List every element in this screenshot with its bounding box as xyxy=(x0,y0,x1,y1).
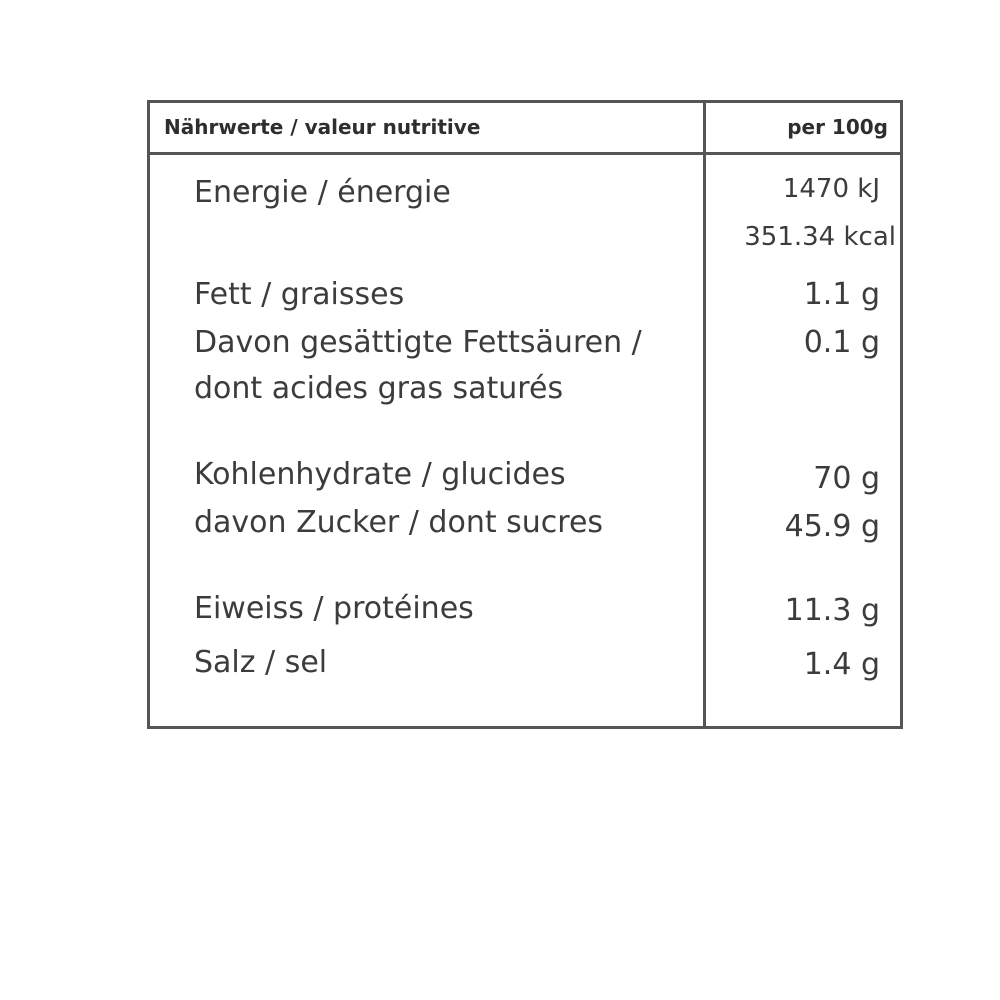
fat-label: Fett / graisses xyxy=(194,277,405,312)
saturated-fat-value: 0.1 g xyxy=(803,325,880,360)
per-100g-header: per 100g xyxy=(787,115,888,139)
carbohydrates-value: 70 g xyxy=(813,461,880,496)
saturated-fat-label-line2: dont acides gras saturés xyxy=(194,371,564,406)
nutrition-table xyxy=(147,100,903,729)
saturated-fat-label-line1: Davon gesättigte Fettsäuren / xyxy=(194,325,642,360)
energy-label: Energie / énergie xyxy=(194,175,451,210)
carbohydrates-label: Kohlenhydrate / glucides xyxy=(194,457,566,492)
salt-label: Salz / sel xyxy=(194,645,328,680)
protein-value: 11.3 g xyxy=(784,593,880,628)
column-divider xyxy=(703,103,706,726)
table-title: Nährwerte / valeur nutritive xyxy=(164,115,481,139)
protein-label: Eiweiss / protéines xyxy=(194,591,474,626)
salt-value: 1.4 g xyxy=(803,647,880,682)
header-divider xyxy=(150,152,900,155)
sugar-label: davon Zucker / dont sucres xyxy=(194,505,604,540)
sugar-value: 45.9 g xyxy=(784,509,880,544)
energy-kcal-value: 351.34 kcal xyxy=(744,222,896,252)
energy-kj-value: 1470 kJ xyxy=(782,174,880,204)
fat-value: 1.1 g xyxy=(803,277,880,312)
